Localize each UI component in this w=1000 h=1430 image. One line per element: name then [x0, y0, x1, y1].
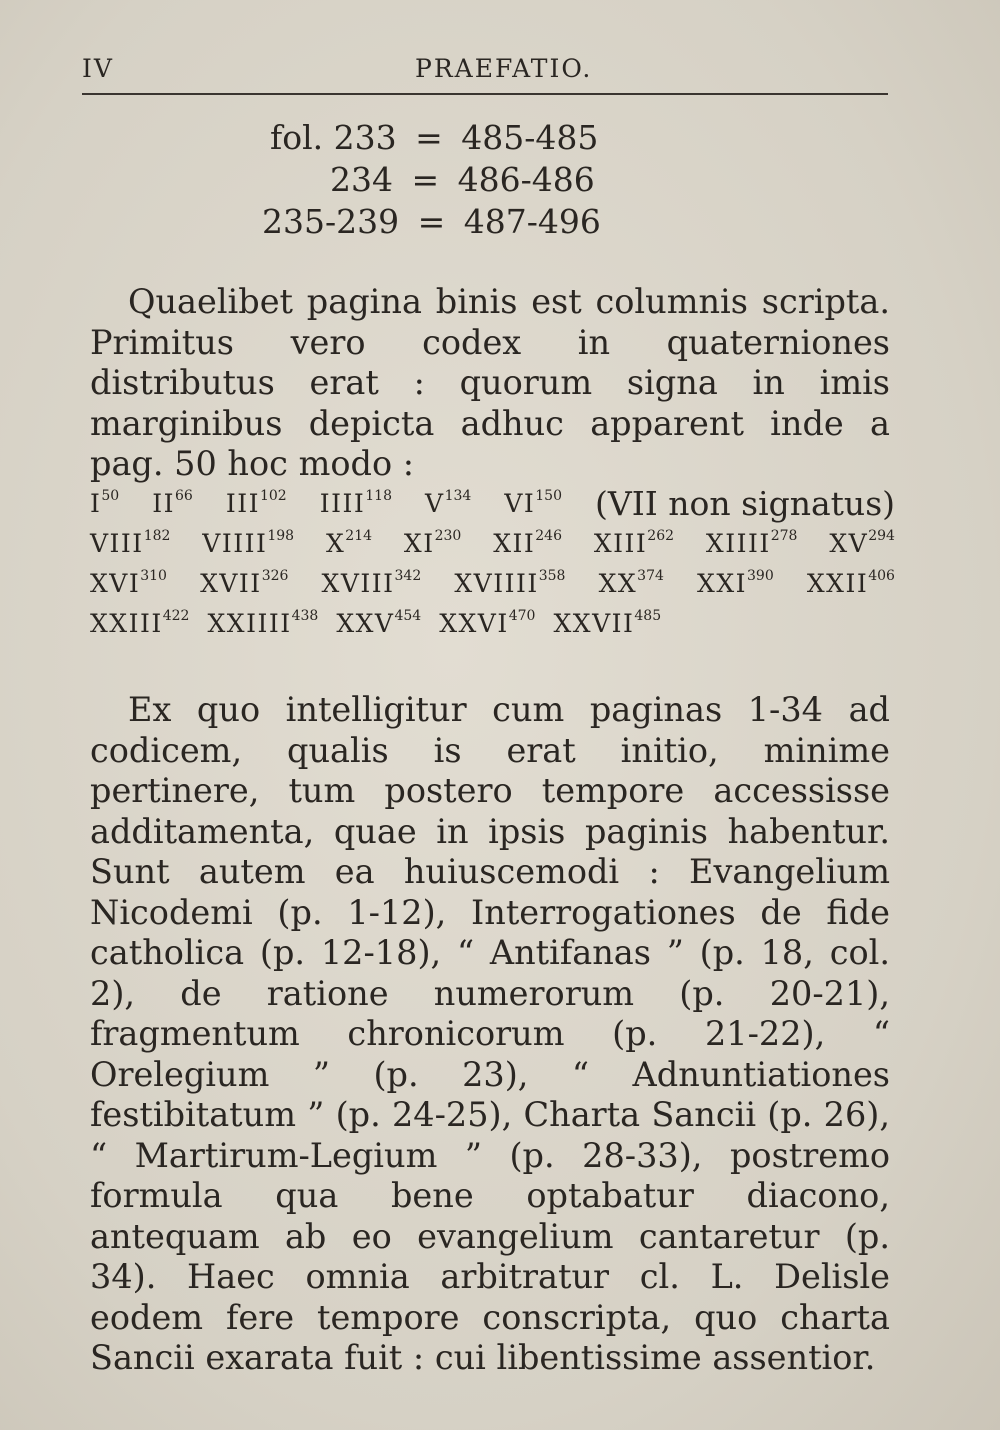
quaternion-page: 182 [143, 528, 171, 544]
quaternion-numeral: XXI [697, 569, 747, 598]
quaternion-signature [493, 524, 562, 564]
quaternion-numeral: XXIIII [207, 609, 292, 638]
quaternion-numeral: XXV [336, 609, 395, 638]
quaternion-numeral: III [225, 489, 260, 518]
quaternion-row [90, 604, 895, 644]
quaternion-numeral: XXII [806, 569, 869, 598]
quaternion-page: 470 [508, 608, 536, 624]
quaternion-page: 294 [868, 528, 895, 544]
quaternion-signature [807, 564, 895, 604]
quaternion-numeral: XVIIII [454, 569, 539, 598]
quaternion-page: 485 [634, 608, 662, 624]
quaternion-page: 358 [538, 568, 566, 584]
quaternion-signature [152, 484, 193, 524]
quaternion-page: 422 [162, 608, 190, 624]
quaternion-page: 214 [345, 528, 373, 544]
header-rule [82, 93, 888, 95]
paragraph-additions [90, 690, 890, 1379]
quaternion-numeral: XVII [200, 569, 262, 598]
quaternion-numeral: XIII [593, 529, 648, 558]
quaternion-signature [697, 564, 774, 604]
paragraph-text: Quaelibet pagina binis est columnis scripta. Primitus vero codex in quaterniones distributus erat : quorum signa in imis marginibus depicta adhuc apparent inde a pag. 50 hoc modo : [90, 282, 890, 483]
quaternion-numeral: I [90, 489, 102, 518]
quaternion-page: 454 [394, 608, 422, 624]
quaternion-numeral: XXVII [553, 609, 635, 638]
quaternion-numeral: VIII [90, 529, 144, 558]
quaternion-page: 310 [140, 568, 167, 584]
quaternion-signature [404, 524, 461, 564]
quaternion-signature [202, 524, 294, 564]
quaternion-page: 406 [868, 568, 895, 584]
quaternion-signature [207, 604, 318, 644]
quaternion-signature [336, 604, 421, 644]
quaternion-row [90, 484, 895, 524]
folio-left: 235-239 [262, 202, 400, 241]
folio-left: 234 [330, 160, 393, 199]
folio-right: 486-486 [457, 160, 595, 199]
quaternion-numeral: XII [493, 529, 536, 558]
folio-line: 234 = 486-486 [330, 160, 595, 199]
quaternion-signature [706, 524, 798, 564]
quaternion-numeral: XXVI [439, 609, 509, 638]
folio-right: 485-485 [461, 118, 599, 157]
quaternion-numeral: IIII [319, 489, 366, 518]
quaternion-numeral: XX [598, 569, 638, 598]
quaternion-numeral: II [152, 489, 175, 518]
quaternion-signature [425, 484, 471, 524]
quaternion-signature [454, 564, 565, 604]
quaternion-signature [90, 564, 167, 604]
running-header [82, 54, 890, 94]
quaternion-page: 326 [261, 568, 289, 584]
folio-left: 233 [333, 118, 397, 157]
running-title: PRAEFATIO. [415, 54, 593, 83]
folio-label: fol. [270, 118, 324, 157]
quaternion-row [90, 524, 895, 564]
quaternion-numeral: XIIII [705, 529, 771, 558]
quaternion-signature [594, 524, 674, 564]
quaternion-signature [504, 484, 562, 524]
quaternion-signature [599, 564, 664, 604]
quaternion-list [90, 484, 895, 644]
quaternion-signature [90, 524, 170, 564]
quaternion-numeral: XV [829, 529, 869, 558]
quaternion-signature [200, 564, 288, 604]
quaternion-page: 342 [394, 568, 422, 584]
quaternion-signature [90, 604, 189, 644]
quaternion-page: 230 [434, 528, 462, 544]
quaternion-signature [320, 484, 392, 524]
quaternion-signature [439, 604, 535, 644]
folio-line: 235-239 = 487-496 [262, 202, 601, 241]
folio-right: 487-496 [463, 202, 601, 241]
quaternion-numeral: XXIII [90, 609, 163, 638]
folio-line: fol. 233 = 485-485 [270, 118, 599, 157]
quaternion-numeral: VI [504, 489, 536, 518]
quaternion-page: 118 [365, 488, 392, 504]
quaternion-signature [326, 524, 372, 564]
quaternion-signature [226, 484, 287, 524]
paragraph-quires [90, 282, 890, 485]
quaternion-page: 50 [101, 488, 120, 504]
quaternion-page: 198 [267, 528, 295, 544]
quaternion-page: 374 [637, 568, 664, 584]
quaternion-page: 66 [175, 488, 193, 504]
quaternion-page: 134 [444, 488, 472, 504]
quaternion-page: 150 [535, 488, 562, 504]
quaternion-signature [829, 524, 895, 564]
quaternion-page: 278 [770, 528, 798, 544]
paragraph-text: Ex quo intelligitur cum paginas 1-34 ad codicem, qualis is erat initio, minime pertinere, tum postero tempore accessisse additamenta, quae in ipsis paginis habentur. Sunt autem ea huiuscemodi : Evangelium Nicodemi (p. 1-12), Interrogationes de fide catholica (p. 12-18), “ Antifanas ” (p. 18, col. 2), de ratione numerorum (p. 20-21), fragmentum chronicorum (p. 21-22), “ Orelegium ” (p. 23), “ Adnuntiationes festibitatum ” (p. 24-25), Charta Sancii (p. 26), “ Martirum-Legium ” (p. 28-33), postremo formula qua bene optabatur diacono, antequam ab eo evangelium cantaretur (p. 34). Haec omnia arbitratur cl. L. Delisle eodem fere tempore conscripta, quo charta Sancii exarata fuit : cui libentissime assentior. [90, 690, 890, 1377]
quaternion-page: 246 [535, 528, 562, 544]
quaternion-row [90, 564, 895, 604]
quaternion-signature [322, 564, 422, 604]
quaternion-numeral: XVIII [321, 569, 395, 598]
quaternion-signature [90, 484, 119, 524]
quaternion-page: 262 [647, 528, 675, 544]
quaternion-signature [553, 604, 661, 644]
quaternion-numeral: V [425, 489, 445, 518]
quaternion-numeral: XVI [90, 569, 141, 598]
quaternion-numeral: XI [403, 529, 435, 558]
quaternion-note: (VII non signatus) [595, 484, 895, 523]
quaternion-page: 102 [259, 488, 287, 504]
page-number: IV [82, 54, 114, 83]
quaternion-page: 390 [747, 568, 774, 584]
quaternion-numeral: VIIII [202, 529, 268, 558]
quaternion-page: 438 [291, 608, 319, 624]
quaternion-numeral: X [325, 529, 346, 558]
